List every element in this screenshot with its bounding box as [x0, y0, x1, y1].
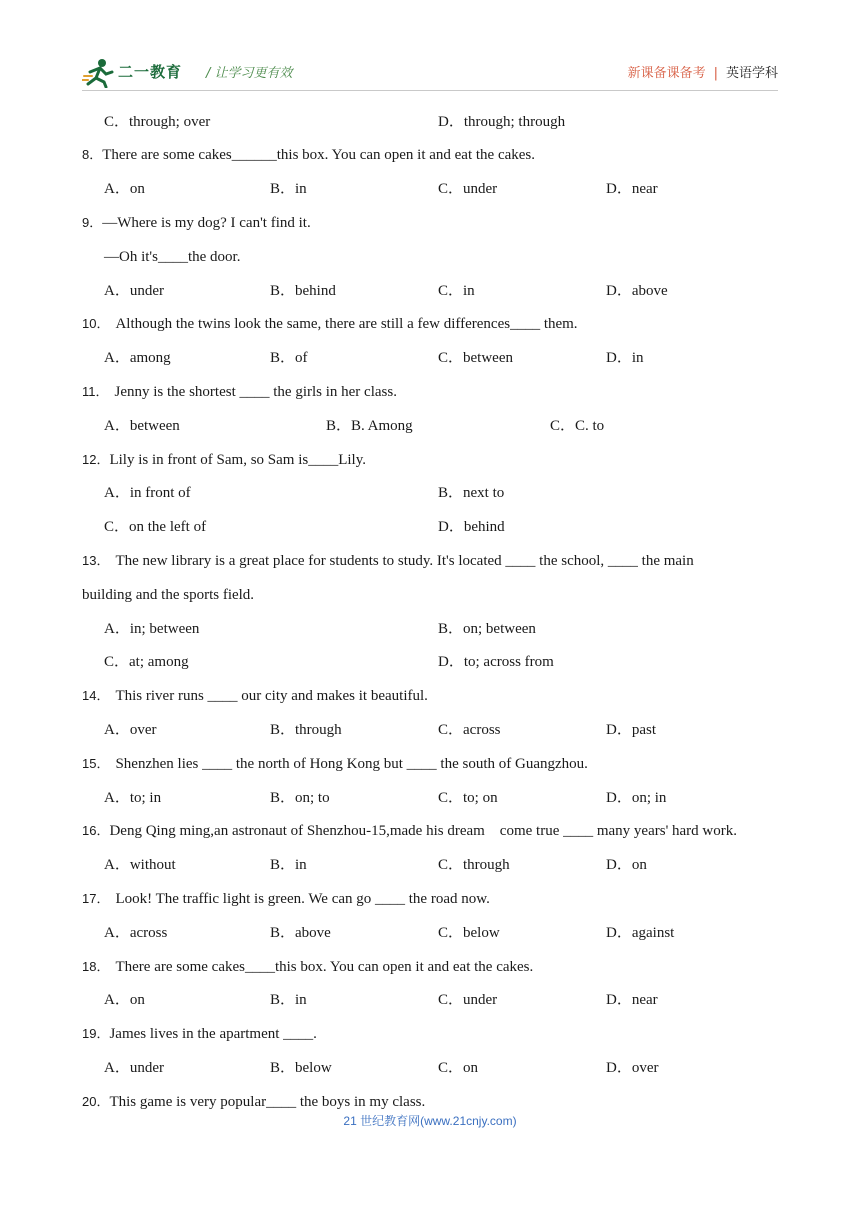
option-11b: B．B. Among	[326, 418, 413, 434]
question-text: Although the twins look the same, there are still a few differences____ them.	[115, 316, 578, 332]
option-15b: B．on; to	[270, 790, 330, 806]
option-8c: C．under	[438, 181, 498, 197]
header-course-label: 新课备课备考	[627, 66, 706, 81]
option-17b: B．above	[270, 925, 331, 941]
question-text: Look! The traffic light is green. We can go ____ the road now.	[115, 891, 490, 907]
question-text: James lives in the apartment ____.	[109, 1026, 317, 1042]
option-9d: D．above	[606, 283, 668, 299]
option-14b: B．through	[270, 722, 342, 738]
question-14	[82, 686, 428, 706]
option-15d: D．on; in	[606, 790, 667, 806]
question-number: 16．	[82, 823, 110, 838]
question-number: 9．	[82, 215, 103, 230]
question-20	[82, 1092, 425, 1112]
option-10c: C．between	[438, 350, 513, 366]
option-13c: C．at; among	[104, 654, 189, 670]
option-12d: D．behind	[438, 519, 505, 535]
question-10	[82, 314, 578, 334]
question-13	[82, 551, 694, 571]
option-10d: D．in	[606, 350, 644, 366]
question-11	[82, 382, 397, 402]
question-16	[82, 821, 737, 841]
question-8	[82, 145, 535, 165]
question-text: Deng Qing ming,an astronaut of Shenzhou-15,made his dream come true ____ many years' hard work.	[109, 823, 738, 839]
option-8d: D．near	[606, 181, 658, 197]
question-number: 14．	[82, 688, 110, 703]
question-text: There are some cakes____this box. You can open it and eat the cakes.	[115, 959, 534, 975]
question-number: 19．	[82, 1026, 110, 1041]
option-17c: C．below	[438, 925, 500, 941]
option-15a: A．to; in	[104, 790, 162, 806]
option-13d: D．to; across from	[438, 654, 554, 670]
question-text: Lily is in front of Sam, so Sam is____Lily.	[109, 452, 366, 468]
option-17d: D．against	[606, 925, 675, 941]
question-17	[82, 889, 490, 909]
question-number: 17．	[82, 891, 110, 906]
question-9	[82, 213, 311, 233]
question-text: This river runs ____ our city and makes it beautiful.	[115, 688, 428, 704]
question-number: 13．	[82, 553, 110, 568]
option-7d: D．through; through	[438, 114, 566, 130]
option-10a: A．among	[104, 350, 171, 366]
option-9b: B．behind	[270, 283, 336, 299]
question-text: —Oh it's____the door.	[104, 249, 241, 265]
logo-text: 二一教育	[118, 63, 183, 81]
option-16d: D．on	[606, 857, 647, 873]
question-text: —Where is my dog? I can't find it.	[102, 215, 311, 231]
option-11c: C．C. to	[550, 418, 605, 434]
question-12	[82, 450, 366, 470]
option-14c: C．across	[438, 722, 501, 738]
option-9c: C．in	[438, 283, 475, 299]
question-text: building and the sports field.	[82, 587, 255, 603]
question-text: Jenny is the shortest ____ the girls in her class.	[114, 384, 397, 400]
question-9-line-2	[104, 247, 240, 267]
question-15	[82, 754, 588, 774]
option-19a: A．under	[104, 1060, 164, 1076]
option-10b: B．of	[270, 350, 308, 366]
option-16c: C．through	[438, 857, 510, 873]
option-13b: B．on; between	[438, 621, 536, 637]
question-number: 12．	[82, 452, 110, 467]
option-18b: B．in	[270, 992, 307, 1008]
option-7c: C．through; over	[104, 114, 211, 130]
question-13-line-2	[82, 585, 254, 605]
option-14a: A．over	[104, 722, 157, 738]
option-18d: D．near	[606, 992, 658, 1008]
option-18a: A．on	[104, 992, 145, 1008]
slogan: / 让学习更有效	[206, 66, 293, 81]
option-15c: C．to; on	[438, 790, 498, 806]
option-18c: C．under	[438, 992, 498, 1008]
option-16a: A．without	[104, 857, 176, 873]
page-footer: 21 世纪教育网(www.21cnjy.com)	[343, 1114, 517, 1128]
option-9a: A．under	[104, 283, 164, 299]
option-12b: B．next to	[438, 485, 505, 501]
question-number: 18．	[82, 959, 110, 974]
question-number: 15．	[82, 756, 110, 771]
question-text: Shenzhen lies ____ the north of Hong Kong but ____ the south of Guangzhou.	[115, 756, 588, 772]
option-17a: A．across	[104, 925, 168, 941]
question-text: There are some cakes______this box. You can open it and eat the cakes.	[102, 147, 536, 163]
question-18	[82, 957, 533, 977]
option-19b: B．below	[270, 1060, 332, 1076]
header-separator: |	[713, 66, 718, 81]
option-13a: A．in; between	[104, 621, 200, 637]
option-16b: B．in	[270, 857, 307, 873]
option-8a: A．on	[104, 181, 145, 197]
question-number: 8．	[82, 147, 103, 162]
option-12c: C．on the left of	[104, 519, 207, 535]
question-number: 10．	[82, 316, 110, 331]
option-12a: A．in front of	[104, 485, 191, 501]
question-text: This game is very popular____ the boys in my class.	[109, 1094, 426, 1110]
question-number: 11．	[82, 384, 109, 399]
question-text: The new library is a great place for students to study. It's located ____ the school, ____ the main	[115, 553, 694, 569]
option-14d: D．past	[606, 722, 656, 738]
option-19c: C．on	[438, 1060, 479, 1076]
option-11a: A．between	[104, 418, 180, 434]
header-subject: 英语学科	[725, 66, 778, 81]
question-19	[82, 1024, 317, 1044]
question-number: 20．	[82, 1094, 110, 1109]
option-19d: D．over	[606, 1060, 659, 1076]
option-8b: B．in	[270, 181, 307, 197]
